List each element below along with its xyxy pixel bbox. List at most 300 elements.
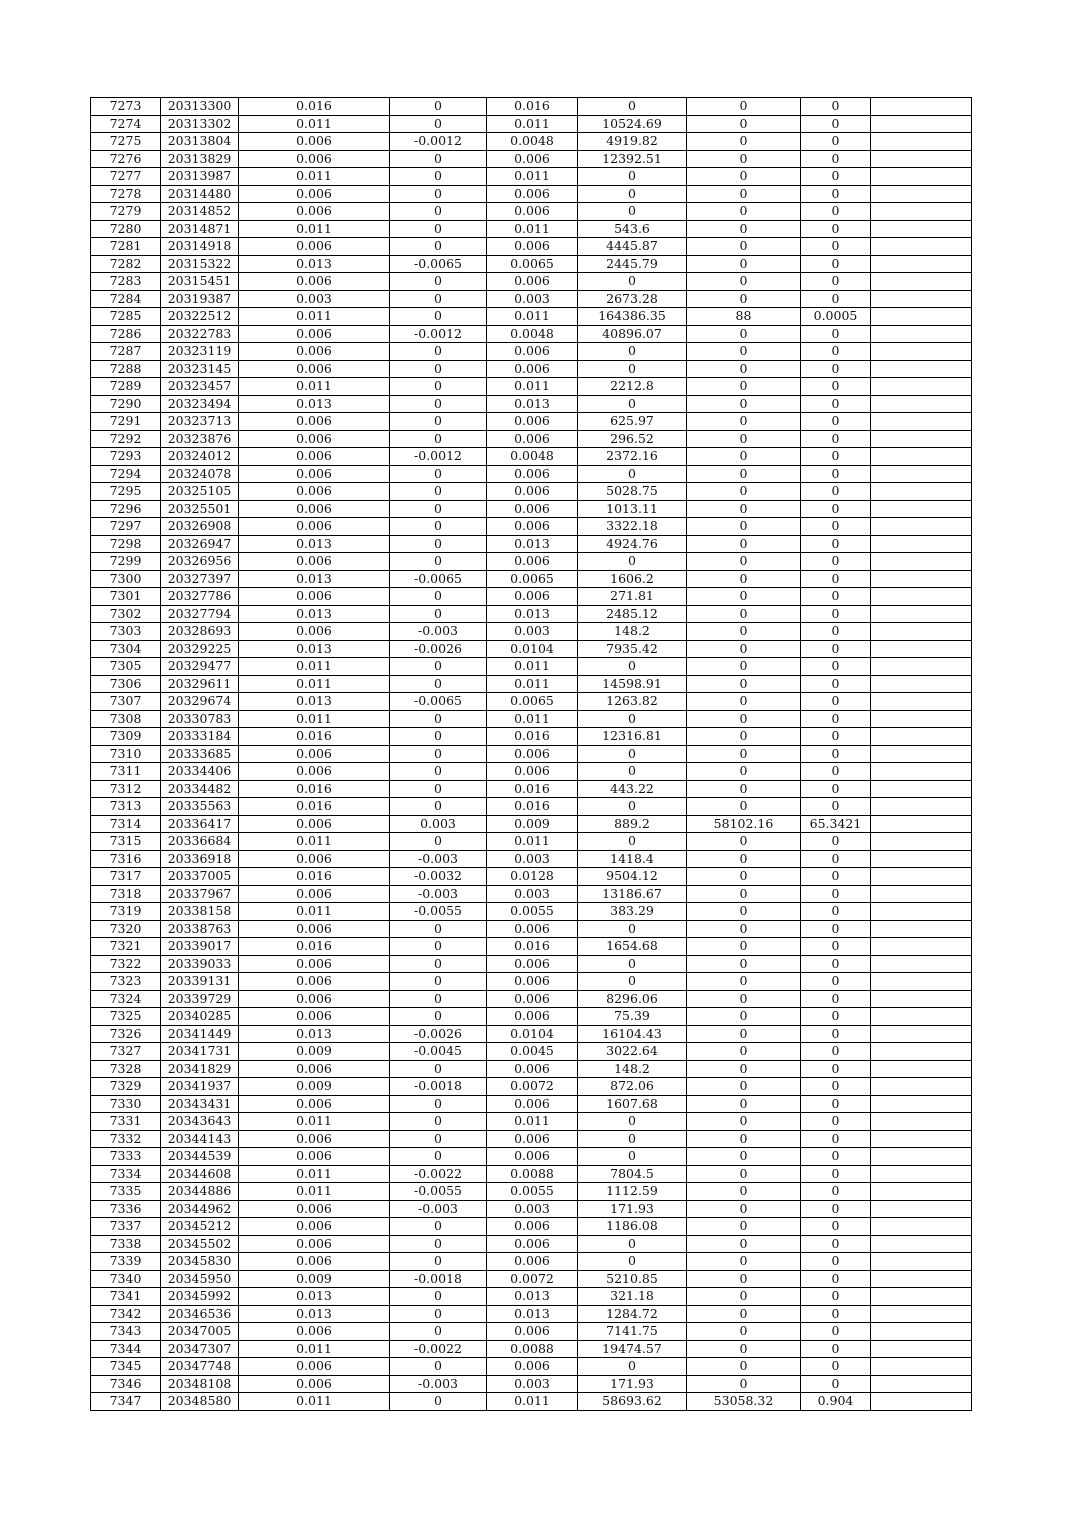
- value-a-cell: 0.016: [239, 868, 390, 886]
- value-a-cell: 0.011: [239, 115, 390, 133]
- amount-2-cell: 0: [687, 1078, 801, 1096]
- value-a-cell: 0.006: [239, 1375, 390, 1393]
- value-a-cell: 0.016: [239, 938, 390, 956]
- id-cell: 20325105: [161, 483, 239, 501]
- value-b-cell: 0.006: [487, 465, 578, 483]
- ratio-cell: 0: [801, 255, 871, 273]
- adjustment-cell: -0.003: [390, 850, 487, 868]
- amount-2-cell: 0: [687, 448, 801, 466]
- value-b-cell: 0.006: [487, 150, 578, 168]
- id-cell: 20333184: [161, 728, 239, 746]
- ratio-cell: 0: [801, 185, 871, 203]
- adjustment-cell: 0: [390, 1305, 487, 1323]
- ratio-cell: 0: [801, 168, 871, 186]
- table-row: [91, 220, 972, 238]
- id-cell: 20329611: [161, 675, 239, 693]
- adjustment-cell: 0: [390, 1113, 487, 1131]
- id-cell: 20345830: [161, 1253, 239, 1271]
- blank-cell: [871, 220, 972, 238]
- row-number-cell: 7343: [91, 1323, 161, 1341]
- adjustment-cell: -0.0018: [390, 1270, 487, 1288]
- amount-2-cell: 0: [687, 1200, 801, 1218]
- value-b-cell: 0.003: [487, 1200, 578, 1218]
- ratio-cell: 0: [801, 1375, 871, 1393]
- row-number-cell: 7293: [91, 448, 161, 466]
- amount-cell: 75.39: [578, 1008, 687, 1026]
- row-number-cell: 7334: [91, 1165, 161, 1183]
- table-row: [91, 553, 972, 571]
- value-a-cell: 0.006: [239, 185, 390, 203]
- table-row: [91, 973, 972, 991]
- value-a-cell: 0.006: [239, 955, 390, 973]
- value-a-cell: 0.006: [239, 1095, 390, 1113]
- amount-2-cell: 0: [687, 588, 801, 606]
- value-b-cell: 0.0104: [487, 1025, 578, 1043]
- amount-cell: 148.2: [578, 623, 687, 641]
- id-cell: 20322783: [161, 325, 239, 343]
- table-row: [91, 868, 972, 886]
- blank-cell: [871, 763, 972, 781]
- value-a-cell: 0.006: [239, 1218, 390, 1236]
- adjustment-cell: -0.0018: [390, 1078, 487, 1096]
- table-row: [91, 448, 972, 466]
- blank-cell: [871, 168, 972, 186]
- id-cell: 20341937: [161, 1078, 239, 1096]
- row-number-cell: 7335: [91, 1183, 161, 1201]
- amount-cell: 4445.87: [578, 238, 687, 256]
- table-row: [91, 658, 972, 676]
- value-a-cell: 0.006: [239, 990, 390, 1008]
- value-b-cell: 0.0088: [487, 1340, 578, 1358]
- ratio-cell: 0: [801, 1200, 871, 1218]
- amount-2-cell: 0: [687, 430, 801, 448]
- row-number-cell: 7280: [91, 220, 161, 238]
- row-number-cell: 7300: [91, 570, 161, 588]
- id-cell: 20347307: [161, 1340, 239, 1358]
- blank-cell: [871, 605, 972, 623]
- value-b-cell: 0.006: [487, 920, 578, 938]
- blank-cell: [871, 325, 972, 343]
- id-cell: 20323876: [161, 430, 239, 448]
- amount-2-cell: 0: [687, 745, 801, 763]
- row-number-cell: 7282: [91, 255, 161, 273]
- table-row: [91, 938, 972, 956]
- blank-cell: [871, 483, 972, 501]
- value-b-cell: 0.006: [487, 990, 578, 1008]
- id-cell: 20323494: [161, 395, 239, 413]
- id-cell: 20326947: [161, 535, 239, 553]
- table-row: [91, 413, 972, 431]
- adjustment-cell: -0.0045: [390, 1043, 487, 1061]
- amount-cell: 7141.75: [578, 1323, 687, 1341]
- table-row: [91, 343, 972, 361]
- row-number-cell: 7303: [91, 623, 161, 641]
- value-a-cell: 0.006: [239, 1253, 390, 1271]
- row-number-cell: 7344: [91, 1340, 161, 1358]
- table-row: [91, 290, 972, 308]
- value-a-cell: 0.006: [239, 343, 390, 361]
- value-a-cell: 0.013: [239, 1305, 390, 1323]
- amount-cell: 383.29: [578, 903, 687, 921]
- blank-cell: [871, 833, 972, 851]
- row-number-cell: 7286: [91, 325, 161, 343]
- value-b-cell: 0.011: [487, 658, 578, 676]
- blank-cell: [871, 430, 972, 448]
- adjustment-cell: -0.0065: [390, 255, 487, 273]
- amount-2-cell: 0: [687, 1288, 801, 1306]
- row-number-cell: 7341: [91, 1288, 161, 1306]
- row-number-cell: 7315: [91, 833, 161, 851]
- table-row: [91, 1008, 972, 1026]
- table-row: [91, 395, 972, 413]
- ratio-cell: 0: [801, 1095, 871, 1113]
- amount-2-cell: 0: [687, 1008, 801, 1026]
- blank-cell: [871, 1235, 972, 1253]
- amount-cell: 5028.75: [578, 483, 687, 501]
- adjustment-cell: -0.0032: [390, 868, 487, 886]
- blank-cell: [871, 465, 972, 483]
- adjustment-cell: 0: [390, 220, 487, 238]
- row-number-cell: 7314: [91, 815, 161, 833]
- amount-2-cell: 0: [687, 98, 801, 116]
- row-number-cell: 7338: [91, 1235, 161, 1253]
- value-b-cell: 0.016: [487, 938, 578, 956]
- value-a-cell: 0.006: [239, 465, 390, 483]
- ratio-cell: 0: [801, 1060, 871, 1078]
- id-cell: 20348580: [161, 1393, 239, 1411]
- adjustment-cell: 0: [390, 308, 487, 326]
- amount-cell: 0: [578, 98, 687, 116]
- table-row: [91, 885, 972, 903]
- adjustment-cell: 0: [390, 1130, 487, 1148]
- value-a-cell: 0.013: [239, 1288, 390, 1306]
- amount-cell: 0: [578, 763, 687, 781]
- value-b-cell: 0.006: [487, 1148, 578, 1166]
- value-a-cell: 0.006: [239, 553, 390, 571]
- blank-cell: [871, 780, 972, 798]
- blank-cell: [871, 1200, 972, 1218]
- amount-cell: 148.2: [578, 1060, 687, 1078]
- value-a-cell: 0.011: [239, 308, 390, 326]
- value-b-cell: 0.016: [487, 780, 578, 798]
- id-cell: 20315322: [161, 255, 239, 273]
- row-number-cell: 7345: [91, 1358, 161, 1376]
- amount-2-cell: 53058.32: [687, 1393, 801, 1411]
- amount-cell: 10524.69: [578, 115, 687, 133]
- id-cell: 20345212: [161, 1218, 239, 1236]
- amount-cell: 271.81: [578, 588, 687, 606]
- row-number-cell: 7324: [91, 990, 161, 1008]
- value-a-cell: 0.006: [239, 1235, 390, 1253]
- id-cell: 20327794: [161, 605, 239, 623]
- adjustment-cell: 0: [390, 1148, 487, 1166]
- data-table: [90, 97, 972, 1411]
- blank-cell: [871, 623, 972, 641]
- value-a-cell: 0.006: [239, 273, 390, 291]
- adjustment-cell: 0: [390, 553, 487, 571]
- blank-cell: [871, 815, 972, 833]
- amount-2-cell: 0: [687, 185, 801, 203]
- ratio-cell: 0: [801, 413, 871, 431]
- id-cell: 20345992: [161, 1288, 239, 1306]
- value-a-cell: 0.006: [239, 430, 390, 448]
- row-number-cell: 7301: [91, 588, 161, 606]
- amount-2-cell: 0: [687, 273, 801, 291]
- ratio-cell: 0: [801, 1305, 871, 1323]
- value-a-cell: 0.013: [239, 395, 390, 413]
- row-number-cell: 7290: [91, 395, 161, 413]
- table-row: [91, 1358, 972, 1376]
- id-cell: 20329674: [161, 693, 239, 711]
- blank-cell: [871, 255, 972, 273]
- row-number-cell: 7325: [91, 1008, 161, 1026]
- amount-2-cell: 0: [687, 903, 801, 921]
- amount-2-cell: 0: [687, 868, 801, 886]
- value-b-cell: 0.006: [487, 973, 578, 991]
- blank-cell: [871, 728, 972, 746]
- adjustment-cell: 0: [390, 1253, 487, 1271]
- row-number-cell: 7297: [91, 518, 161, 536]
- value-a-cell: 0.006: [239, 483, 390, 501]
- id-cell: 20337967: [161, 885, 239, 903]
- value-b-cell: 0.006: [487, 343, 578, 361]
- adjustment-cell: 0: [390, 115, 487, 133]
- amount-cell: 296.52: [578, 430, 687, 448]
- row-number-cell: 7296: [91, 500, 161, 518]
- value-a-cell: 0.006: [239, 973, 390, 991]
- value-a-cell: 0.006: [239, 850, 390, 868]
- table-row: [91, 623, 972, 641]
- table-row: [91, 1130, 972, 1148]
- blank-cell: [871, 1218, 972, 1236]
- amount-cell: 19474.57: [578, 1340, 687, 1358]
- table-row: [91, 1113, 972, 1131]
- amount-cell: 0: [578, 745, 687, 763]
- value-a-cell: 0.013: [239, 570, 390, 588]
- amount-cell: 543.6: [578, 220, 687, 238]
- row-number-cell: 7319: [91, 903, 161, 921]
- table-row: [91, 903, 972, 921]
- amount-cell: 0: [578, 1235, 687, 1253]
- blank-cell: [871, 290, 972, 308]
- value-a-cell: 0.013: [239, 1025, 390, 1043]
- adjustment-cell: 0: [390, 1060, 487, 1078]
- amount-cell: 1606.2: [578, 570, 687, 588]
- adjustment-cell: 0: [390, 290, 487, 308]
- blank-cell: [871, 640, 972, 658]
- id-cell: 20313804: [161, 133, 239, 151]
- id-cell: 20315451: [161, 273, 239, 291]
- table-row: [91, 1095, 972, 1113]
- amount-2-cell: 0: [687, 798, 801, 816]
- blank-cell: [871, 273, 972, 291]
- adjustment-cell: 0: [390, 430, 487, 448]
- adjustment-cell: -0.003: [390, 1200, 487, 1218]
- ratio-cell: 0: [801, 430, 871, 448]
- row-number-cell: 7279: [91, 203, 161, 221]
- adjustment-cell: 0: [390, 378, 487, 396]
- ratio-cell: 0: [801, 1078, 871, 1096]
- row-number-cell: 7283: [91, 273, 161, 291]
- amount-2-cell: 0: [687, 623, 801, 641]
- ratio-cell: 0: [801, 220, 871, 238]
- amount-cell: 3322.18: [578, 518, 687, 536]
- adjustment-cell: 0: [390, 1393, 487, 1411]
- value-b-cell: 0.011: [487, 675, 578, 693]
- value-b-cell: 0.006: [487, 1130, 578, 1148]
- id-cell: 20336918: [161, 850, 239, 868]
- row-number-cell: 7347: [91, 1393, 161, 1411]
- ratio-cell: 0: [801, 1130, 871, 1148]
- table-row: [91, 1393, 972, 1411]
- blank-cell: [871, 413, 972, 431]
- value-a-cell: 0.011: [239, 1393, 390, 1411]
- adjustment-cell: 0: [390, 990, 487, 1008]
- adjustment-cell: 0: [390, 500, 487, 518]
- amount-cell: 321.18: [578, 1288, 687, 1306]
- value-a-cell: 0.011: [239, 1340, 390, 1358]
- blank-cell: [871, 518, 972, 536]
- value-b-cell: 0.006: [487, 763, 578, 781]
- ratio-cell: 0: [801, 483, 871, 501]
- ratio-cell: 0: [801, 588, 871, 606]
- adjustment-cell: -0.0065: [390, 570, 487, 588]
- value-b-cell: 0.003: [487, 623, 578, 641]
- table-row: [91, 1323, 972, 1341]
- row-number-cell: 7309: [91, 728, 161, 746]
- adjustment-cell: 0: [390, 605, 487, 623]
- value-b-cell: 0.0055: [487, 1183, 578, 1201]
- ratio-cell: 0: [801, 1323, 871, 1341]
- row-number-cell: 7342: [91, 1305, 161, 1323]
- table-row: [91, 255, 972, 273]
- id-cell: 20337005: [161, 868, 239, 886]
- amount-cell: 0: [578, 658, 687, 676]
- amount-2-cell: 0: [687, 1323, 801, 1341]
- id-cell: 20344608: [161, 1165, 239, 1183]
- adjustment-cell: -0.003: [390, 623, 487, 641]
- id-cell: 20339729: [161, 990, 239, 1008]
- id-cell: 20314480: [161, 185, 239, 203]
- blank-cell: [871, 955, 972, 973]
- blank-cell: [871, 658, 972, 676]
- amount-2-cell: 0: [687, 1043, 801, 1061]
- blank-cell: [871, 343, 972, 361]
- row-number-cell: 7320: [91, 920, 161, 938]
- amount-2-cell: 0: [687, 850, 801, 868]
- table-row: [91, 570, 972, 588]
- value-a-cell: 0.013: [239, 535, 390, 553]
- amount-cell: 7804.5: [578, 1165, 687, 1183]
- amount-2-cell: 0: [687, 1358, 801, 1376]
- value-a-cell: 0.011: [239, 168, 390, 186]
- amount-2-cell: 0: [687, 553, 801, 571]
- id-cell: 20334406: [161, 763, 239, 781]
- adjustment-cell: -0.0026: [390, 1025, 487, 1043]
- table-row: [91, 1183, 972, 1201]
- adjustment-cell: 0: [390, 465, 487, 483]
- amount-cell: 3022.64: [578, 1043, 687, 1061]
- amount-2-cell: 0: [687, 1113, 801, 1131]
- row-number-cell: 7288: [91, 360, 161, 378]
- id-cell: 20336417: [161, 815, 239, 833]
- table-row: [91, 308, 972, 326]
- amount-2-cell: 0: [687, 710, 801, 728]
- value-b-cell: 0.011: [487, 710, 578, 728]
- blank-cell: [871, 1288, 972, 1306]
- ratio-cell: 0: [801, 1043, 871, 1061]
- table-row: [91, 1253, 972, 1271]
- id-cell: 20330783: [161, 710, 239, 728]
- id-cell: 20324078: [161, 465, 239, 483]
- ratio-cell: 0: [801, 273, 871, 291]
- value-b-cell: 0.011: [487, 833, 578, 851]
- value-b-cell: 0.006: [487, 413, 578, 431]
- ratio-cell: 0: [801, 920, 871, 938]
- amount-2-cell: 0: [687, 535, 801, 553]
- value-a-cell: 0.009: [239, 1270, 390, 1288]
- adjustment-cell: -0.0065: [390, 693, 487, 711]
- id-cell: 20313829: [161, 150, 239, 168]
- amount-2-cell: 0: [687, 1218, 801, 1236]
- amount-2-cell: 0: [687, 325, 801, 343]
- row-number-cell: 7278: [91, 185, 161, 203]
- value-a-cell: 0.011: [239, 903, 390, 921]
- value-b-cell: 0.0045: [487, 1043, 578, 1061]
- amount-2-cell: 0: [687, 518, 801, 536]
- value-a-cell: 0.006: [239, 1148, 390, 1166]
- adjustment-cell: 0: [390, 203, 487, 221]
- value-b-cell: 0.0065: [487, 693, 578, 711]
- amount-2-cell: 0: [687, 938, 801, 956]
- table-row: [91, 850, 972, 868]
- amount-2-cell: 0: [687, 990, 801, 1008]
- id-cell: 20340285: [161, 1008, 239, 1026]
- value-b-cell: 0.006: [487, 1235, 578, 1253]
- blank-cell: [871, 378, 972, 396]
- row-number-cell: 7308: [91, 710, 161, 728]
- ratio-cell: 0: [801, 728, 871, 746]
- adjustment-cell: 0: [390, 938, 487, 956]
- value-b-cell: 0.011: [487, 1113, 578, 1131]
- id-cell: 20323145: [161, 360, 239, 378]
- value-b-cell: 0.006: [487, 430, 578, 448]
- blank-cell: [871, 1358, 972, 1376]
- ratio-cell: 0: [801, 605, 871, 623]
- ratio-cell: 0: [801, 745, 871, 763]
- blank-cell: [871, 570, 972, 588]
- amount-cell: 0: [578, 710, 687, 728]
- table-row: [91, 1043, 972, 1061]
- ratio-cell: 65.3421: [801, 815, 871, 833]
- ratio-cell: 0.0005: [801, 308, 871, 326]
- amount-cell: 0: [578, 955, 687, 973]
- amount-cell: 625.97: [578, 413, 687, 431]
- row-number-cell: 7310: [91, 745, 161, 763]
- ratio-cell: 0: [801, 1358, 871, 1376]
- blank-cell: [871, 1253, 972, 1271]
- amount-cell: 1186.08: [578, 1218, 687, 1236]
- table-row: [91, 1235, 972, 1253]
- blank-cell: [871, 1025, 972, 1043]
- value-a-cell: 0.016: [239, 780, 390, 798]
- adjustment-cell: 0: [390, 658, 487, 676]
- id-cell: 20326956: [161, 553, 239, 571]
- value-a-cell: 0.006: [239, 238, 390, 256]
- value-b-cell: 0.011: [487, 115, 578, 133]
- adjustment-cell: 0: [390, 273, 487, 291]
- value-a-cell: 0.006: [239, 815, 390, 833]
